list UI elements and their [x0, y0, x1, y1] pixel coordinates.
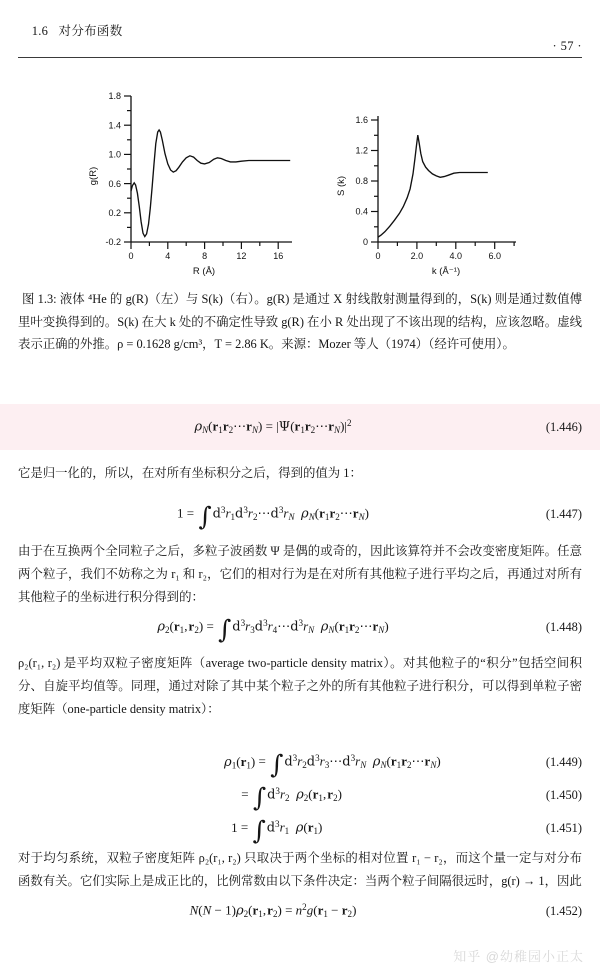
equation-1-448-body: $\rho_2(r_1$, $r_2$) = $\int d^3r_3d^3r_4\cdots d^3r_N$ $\rho_N(r_1r_2\cdots r_N)$: [157, 614, 389, 645]
ytick-label: 1.0: [108, 149, 121, 160]
xtick-label: 6.0: [488, 251, 501, 261]
xtick-label: 16: [273, 251, 284, 261]
xtick-label: 4.0: [449, 251, 463, 261]
ytick-label: 0.4: [355, 206, 368, 217]
equation-1-447-body: $1 = \int d^3r_1d^3r_2\cdots d^3r_N$ $\rho_N(r_1r_2\cdots r_N)$: [177, 501, 369, 532]
equation-1-447-tag: (1.447): [545, 506, 582, 521]
equation-1-446: [18, 414, 582, 440]
data-curve-gR: [131, 130, 290, 237]
equation-1-451: [18, 814, 582, 846]
ytick-label: 0.2: [108, 208, 121, 218]
equation-1-452: [18, 898, 582, 924]
xtick-label: 12: [236, 251, 247, 261]
figure-caption-label: 图 1.3:: [22, 292, 57, 306]
figure-caption-text: 液体 ⁴He 的 g(R)（左）与 S(k)（右）。g(R) 是通过 X 射线散射测量得到的，S(k) 则是通过数值傅里叶变换得到的。S(k) 在大 k 处的不确定性导致 g(R) 在小 R 处出现了不该出现的结构，应该忽略。虚线表示正确的外推。ρ = 0.1628 g/cm³，T = 2.86 K。来源：Mozer 等人（1974）（经许可使用）。: [18, 292, 582, 352]
plot-S-of-k: [326, 88, 526, 278]
paragraph-1: 它是归一化的，所以，在对所有坐标积分之后，得到的值为 1：: [18, 466, 362, 480]
ytick-label: 0.6: [108, 178, 121, 189]
equation-1-446-body: $\rho_N(r_1r_2\cdots r_N)$ = $|\Psi(r_1r_2\cdots r_N)|^2$: [194, 418, 352, 436]
y-axis-label: S (k): [336, 175, 347, 197]
xtick-label: 4: [165, 251, 171, 261]
xtick-label: 0: [128, 251, 134, 261]
equation-1-450-tag: (1.450): [545, 787, 582, 802]
equation-1-451-tag: (1.451): [545, 820, 582, 835]
ytick-label: 1.2: [355, 145, 368, 156]
equation-1-449: [18, 748, 582, 780]
section-number: 1.6: [31, 24, 49, 38]
y-axis-label: g(R): [88, 166, 99, 186]
x-axis-label: k (Å⁻¹): [431, 266, 461, 277]
equation-1-451-body: $1 = \int d^3r_1$ $\rho(r_1)$: [231, 815, 323, 846]
paragraph-4: 对于均匀系统，双粒子密度矩阵 ρ₂(r₁, r₂) 只取决于两个坐标的相对位置 r₁ − r₂，而这个量一定与对分布函数有关。它们实际上是成正比的，比例常数由以下条件决定：当两个粒子间隔很远时，g(r) → 1，因此: [18, 851, 582, 888]
equation-1-449-body: $\rho_1(r_1)$ = $\int d^3r_2d^3r_3\cdots d^3r_N$ $\rho_N(r_1r_2\cdots r_N)$: [224, 749, 441, 780]
watermark: 知乎 @幼稚园小正太: [453, 949, 584, 964]
page-number: · 57 ·: [552, 39, 582, 53]
xtick-label: 8: [202, 251, 208, 261]
paragraph-3: ρ₂(r₁, r₂) 是平均双粒子密度矩阵（average two-particle density matrix）。对其他粒子的“积分”包括空间积分、自旋平均值等。同理，通过对除了其中某个粒子之外的所有其他粒子进行积分，可以得到单粒子密度矩阵（one-particle density matrix）：: [18, 656, 582, 716]
xtick-label: 0: [375, 251, 381, 261]
equation-1-452-tag: (1.452): [545, 903, 582, 918]
ytick-label: 0.8: [355, 176, 368, 187]
xtick-label: 2.0: [410, 251, 424, 261]
equation-1-450-body: = $\int d^3r_2$ $\rho_2(r_1$, $r_2$): [238, 782, 342, 813]
ytick-label: 0: [362, 237, 368, 247]
equation-1-450: [18, 781, 582, 813]
running-head: [18, 24, 582, 58]
plot-g-of-R: [74, 88, 304, 278]
ytick-label: 1.8: [108, 91, 121, 102]
ytick-label: 1.6: [355, 115, 368, 126]
equation-1-452-body: $N(N - 1)\rho_2(r_1$, $r_2) = n^2g(r_1 - r_2)$: [189, 902, 357, 920]
ytick-label: -0.2: [105, 237, 121, 247]
ytick-label: 1.4: [108, 120, 121, 131]
equation-1-449-tag: (1.449): [545, 754, 582, 769]
equation-1-448-tag: (1.448): [545, 619, 582, 634]
equation-1-446-tag: (1.446): [545, 419, 582, 434]
paragraph-2: 由于在互换两个全同粒子之后，多粒子波函数 Ψ 是偶的或奇的，因此该算符并不会改变密度矩阵。任意两个粒子，我们不妨称之为 r₁ 和 r₂，它们的相对行为是在对所有其他粒子进行平均之后，再通过对所有其他粒子的坐标进行积分得到的：: [18, 544, 582, 604]
figure-1-3: [18, 88, 582, 278]
section-title: 对分布函数: [58, 24, 123, 38]
data-curve-Sk: [378, 135, 488, 237]
equation-1-447: [18, 500, 582, 532]
plot-g-of-R-svg: [74, 88, 304, 278]
plot-S-of-k-svg: [326, 88, 526, 278]
figure-caption: [18, 288, 582, 356]
running-head-section: [18, 6, 123, 54]
running-head-gap: [48, 24, 58, 38]
equation-1-448: [18, 613, 582, 645]
x-axis-label: R (Å): [192, 266, 216, 277]
figure-plots: [18, 88, 582, 278]
